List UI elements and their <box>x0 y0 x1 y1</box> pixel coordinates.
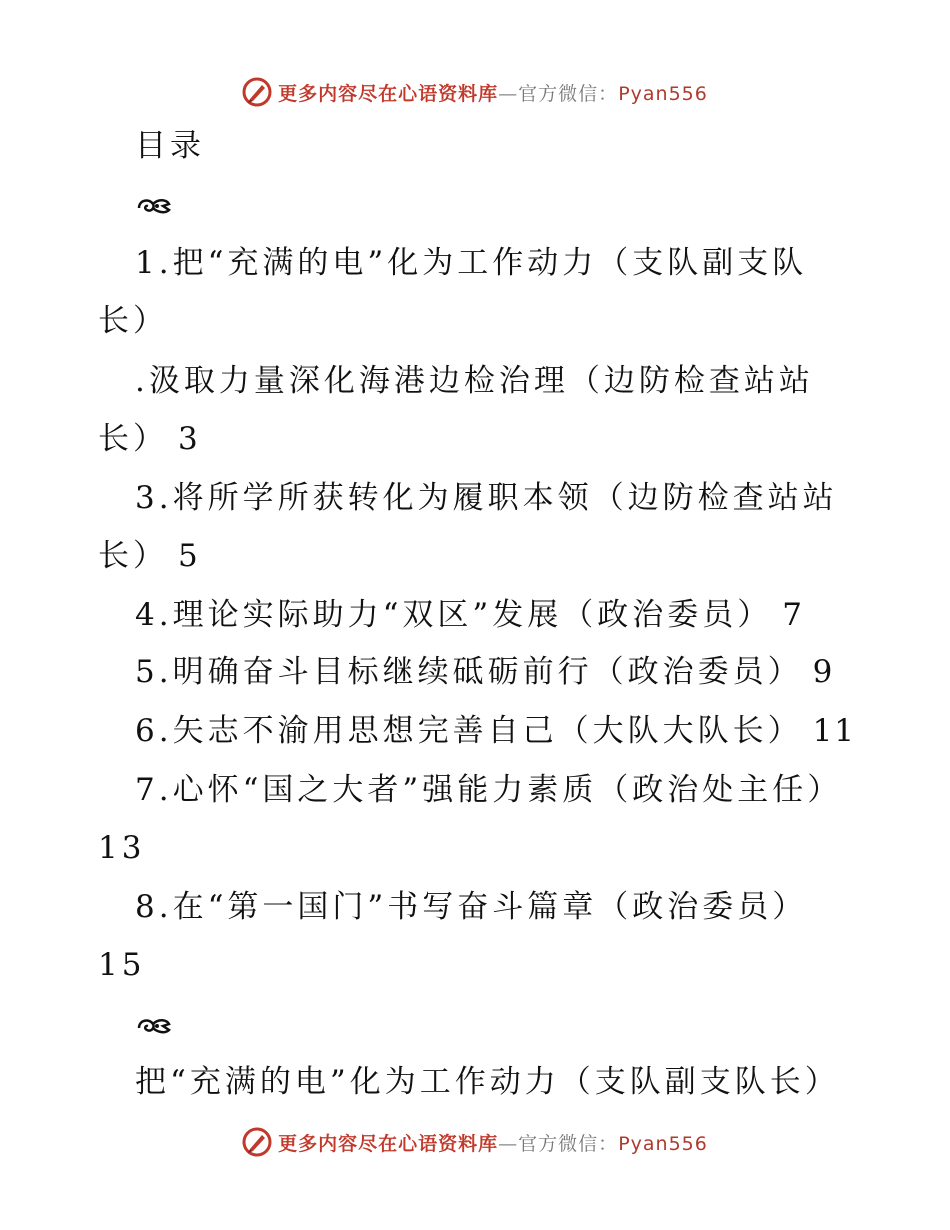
watermark-text <box>278 1129 708 1156</box>
toc-entry-text: .汲取力量深化海港边检治理（边防检查站站 <box>135 363 814 399</box>
watermark-wechat-label: 官方微信： <box>518 82 619 105</box>
toc-entry-6[interactable] <box>135 711 856 751</box>
watermark-dash: — <box>498 82 519 105</box>
toc-entry-3-continued[interactable] <box>98 536 200 576</box>
toc-page-number: 15 <box>98 947 146 983</box>
toc-page-number: 11 <box>812 713 857 749</box>
watermark-wechat-label: 官方微信： <box>518 1132 619 1155</box>
toc-entry-7-continued[interactable] <box>98 828 145 868</box>
toc-entry-text: 长） <box>98 303 168 339</box>
toc-entry-4[interactable] <box>135 595 804 635</box>
toc-page-number: 3 <box>178 421 200 457</box>
toc-entry-text: 4.理论实际助力“双区”发展（政治委员） <box>135 597 773 633</box>
toc-entry-2[interactable] <box>135 361 814 401</box>
toc-entry-text: 5.明确奋斗目标继续砥砺前行（政治委员） <box>135 654 803 690</box>
toc-page-number: 5 <box>178 538 200 574</box>
toc-entry-8[interactable] <box>135 887 807 927</box>
toc-entry-text: 7.心怀“国之大者”强能力素质（政治处主任） <box>135 772 843 808</box>
toc-entry-text: 6.矢志不渝用思想完善自己（大队大队长） <box>135 713 803 749</box>
watermark-brand: 更多内容尽在心语资料库 <box>278 82 499 105</box>
watermark-wechat-id: Pyan556 <box>618 82 708 105</box>
toc-entry-7[interactable] <box>135 770 842 810</box>
toc-page-number: 13 <box>98 830 146 866</box>
watermark-wechat-id: Pyan556 <box>618 1132 708 1155</box>
toc-entry-text: 长） <box>98 421 168 457</box>
watermark-dash: — <box>498 1132 519 1155</box>
toc-entry-text: 3.将所学所获转化为履职本领（边防检查站站 <box>135 480 838 516</box>
fleuron-ornament-icon <box>135 194 173 218</box>
watermark-text <box>278 79 708 106</box>
header-watermark <box>0 72 950 112</box>
toc-title: 目录 <box>135 128 205 164</box>
pen-logo-icon <box>242 77 272 107</box>
toc-entry-1[interactable] <box>135 243 807 283</box>
section-heading: 把“充满的电”化为工作动力（支队副支队长） <box>135 1064 840 1100</box>
toc-entry-1-continued[interactable] <box>98 301 168 341</box>
watermark-brand: 更多内容尽在心语资料库 <box>278 1132 499 1155</box>
toc-entry-text: 长） <box>98 538 168 574</box>
footer-watermark <box>0 1122 950 1162</box>
toc-entry-2-continued[interactable] <box>98 419 200 459</box>
toc-entry-text: 8.在“第一国门”书写奋斗篇章（政治委员） <box>135 889 808 925</box>
toc-entry-8-continued[interactable] <box>98 945 145 985</box>
toc-page-number: 7 <box>782 597 805 633</box>
toc-entry-text: 1.把“充满的电”化为工作动力（支队副支队 <box>135 245 808 281</box>
toc-page-number: 9 <box>812 654 835 690</box>
toc-entry-3[interactable] <box>135 478 838 518</box>
pen-logo-icon <box>242 1127 272 1157</box>
toc-entry-5[interactable] <box>135 652 834 692</box>
fleuron-ornament-icon <box>135 1014 173 1038</box>
